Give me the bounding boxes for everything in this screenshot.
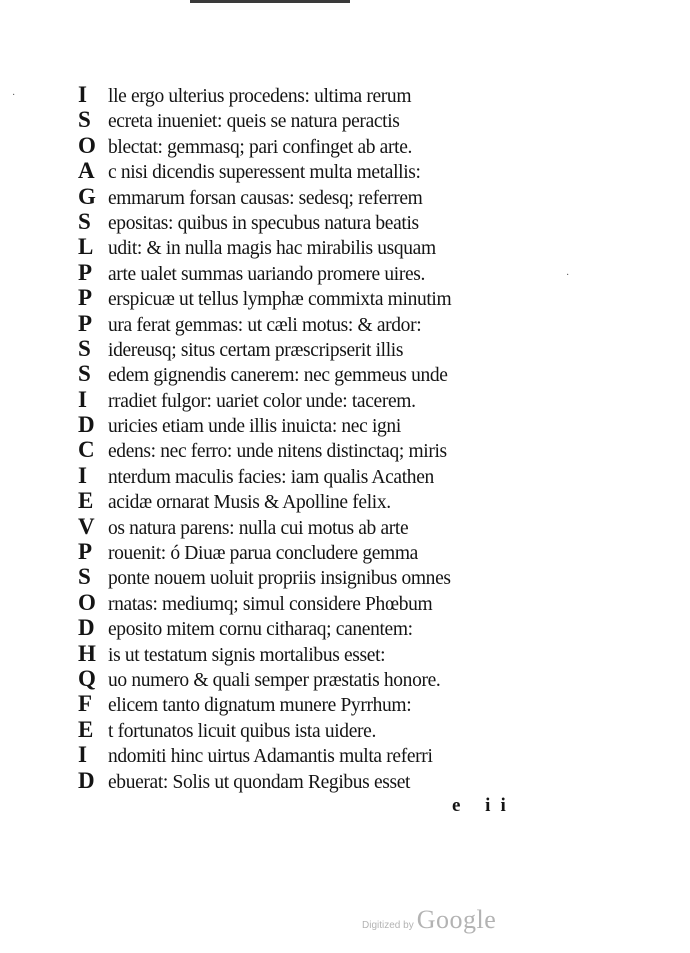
verse-initial: F — [78, 691, 93, 717]
verse-line-text: udit: & in nulla magis hac mirabilis usquam — [108, 238, 436, 260]
verse-line — [78, 691, 548, 716]
verse-initial: G — [78, 183, 96, 209]
verse-line — [78, 285, 548, 310]
verse-line — [78, 437, 548, 462]
verse-initial: O — [78, 589, 96, 615]
margin-speck: · — [12, 90, 16, 101]
verse-line-text: epositas: quibus in specubus natura beatis — [108, 212, 419, 234]
verse-line-text: rradiet fulgor: uariet color unde: tacerem. — [108, 390, 416, 412]
verse-initial: I — [78, 462, 87, 488]
verse-line-text: ebuerat: Solis ut quondam Regibus esset — [108, 771, 411, 793]
verse-line — [78, 539, 548, 564]
top-rule — [190, 0, 350, 3]
verse-initial: I — [78, 82, 87, 107]
verse-line — [78, 590, 548, 615]
verse-line — [78, 133, 548, 158]
verse-initial: D — [78, 615, 95, 641]
verse-line — [78, 107, 548, 132]
verse-line — [78, 514, 548, 539]
verse-line-text: lle ergo ulterius procedens: ultima rerum — [108, 86, 412, 107]
verse-initial: C — [78, 437, 95, 463]
verse-line-text: os natura parens: nulla cui motus ab arte — [108, 517, 409, 539]
verse-line-text: rouenit: ó Diuæ parua concludere gemma — [108, 543, 418, 565]
verse-initial: P — [78, 259, 93, 285]
verse-line — [78, 311, 548, 336]
verse-initial: D — [78, 412, 95, 438]
verse-initial: H — [78, 640, 96, 666]
verse-line — [78, 742, 548, 767]
verse-line — [78, 615, 548, 640]
verse-initial: S — [78, 564, 91, 590]
verse-line-text: acidæ ornarat Musis & Apolline felix. — [108, 492, 391, 514]
verse-initial: Q — [78, 665, 96, 691]
verse-text — [78, 82, 548, 793]
verse-initial: D — [78, 767, 95, 793]
verse-initial: E — [78, 716, 94, 742]
verse-initial: A — [78, 158, 95, 184]
verse-line — [78, 209, 548, 234]
margin-speck: · — [566, 270, 570, 281]
verse-initial: S — [78, 361, 91, 387]
verse-line — [78, 158, 548, 183]
verse-line — [78, 768, 548, 793]
verse-line-text: elicem tanto dignatum munere Pyrrhum: — [108, 695, 412, 717]
verse-initial: O — [78, 132, 96, 158]
verse-line-text: rnatas: mediumq; simul considere Phœbum — [108, 593, 433, 615]
verse-line-text: uricies etiam unde illis inuicta: nec igni — [108, 416, 401, 438]
verse-initial: L — [78, 234, 94, 260]
verse-line-text: eposito mitem cornu citharaq; canentem: — [108, 619, 413, 641]
verse-line-text: c nisi dicendis superessent multa metallis: — [108, 162, 421, 184]
verse-initial: V — [78, 513, 95, 539]
verse-line-text: ponte nouem uoluit propriis insignibus omnes — [108, 568, 451, 590]
verse-line-text: ura ferat gemmas: ut cæli motus: & ardor: — [108, 314, 422, 336]
digitized-by-label: Digitized by — [362, 920, 414, 931]
verse-initial: P — [78, 310, 93, 336]
verse-line — [78, 463, 548, 488]
verse-line-text: is ut testatum signis mortalibus esset: — [108, 644, 386, 666]
verse-line — [78, 641, 548, 666]
verse-initial: P — [78, 285, 93, 311]
verse-line-text: arte ualet summas uariando promere uires. — [108, 263, 426, 285]
verse-line — [78, 666, 548, 691]
verse-line — [78, 260, 548, 285]
verse-initial: S — [78, 107, 91, 133]
verse-initial: S — [78, 208, 91, 234]
verse-line — [78, 336, 548, 361]
verse-line-text: emmarum forsan causas: sedesq; referrem — [108, 187, 423, 209]
verse-line-text: uo numero & quali semper præstatis honore. — [108, 669, 441, 691]
verse-initial: P — [78, 539, 93, 565]
digitized-by-watermark — [362, 905, 496, 935]
verse-line-text: nterdum maculis facies: iam qualis Acathen — [108, 466, 434, 488]
verse-line — [78, 82, 548, 107]
verse-initial: I — [78, 386, 87, 412]
verse-line — [78, 361, 548, 386]
verse-line — [78, 234, 548, 259]
verse-line — [78, 387, 548, 412]
verse-line — [78, 564, 548, 589]
verse-line-text: idereusq; situs certam præscripserit illis — [108, 339, 404, 361]
verse-line — [78, 488, 548, 513]
verse-initial: I — [78, 742, 87, 768]
verse-line — [78, 184, 548, 209]
verse-line-text: erspicuæ ut tellus lymphæ commixta minutim — [108, 289, 452, 311]
verse-line-text: ecreta inueniet: queis se natura peractis — [108, 111, 400, 133]
verse-line-text: ndomiti hinc uirtus Adamantis multa referri — [108, 746, 433, 768]
signature-mark: e ii — [452, 795, 516, 816]
verse-line — [78, 717, 548, 742]
verse-line-text: blectat: gemmasq; pari confinget ab arte. — [108, 136, 413, 158]
verse-line-text: t fortunatos licuit quibus ista uidere. — [108, 720, 376, 742]
verse-line — [78, 412, 548, 437]
verse-initial: E — [78, 488, 94, 514]
verse-initial: S — [78, 335, 91, 361]
google-logo: Google — [416, 905, 497, 934]
verse-line-text: edem gignendis canerem: nec gemmeus unde — [108, 365, 448, 387]
verse-line-text: edens: nec ferro: unde nitens distinctaq; miris — [108, 441, 447, 463]
